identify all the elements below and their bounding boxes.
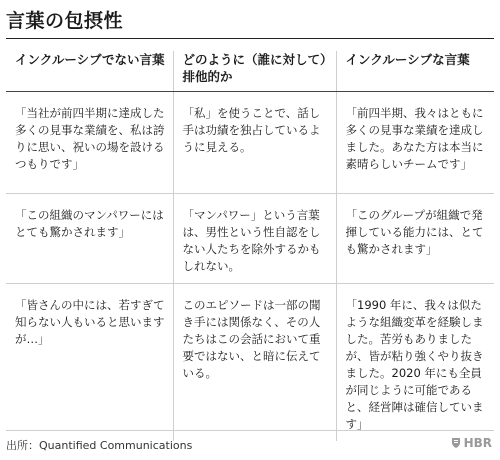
source-note: 出所：Quantified Communications xyxy=(6,439,193,452)
table-cell: 「マンパワー」という言葉は、男性という性自認をしない人たちを除外するかもしれない。 xyxy=(173,194,336,284)
hbr-shield-icon xyxy=(451,437,461,449)
column-header-inclusive: インクルーシブな言葉 xyxy=(336,51,494,92)
hbr-logo xyxy=(451,436,492,450)
comparison-table xyxy=(6,51,494,441)
column-header-how-exclusive: どのように（誰に対して）排他的か xyxy=(173,51,336,92)
table-cell: 「このグループが組織で発揮している能力には、とても驚かされます」 xyxy=(336,194,494,284)
page-title: 言葉の包摂性 xyxy=(6,10,124,32)
table-cell: 「この組織のマンパワーにはとても驚かされます」 xyxy=(6,194,173,284)
table-cell: 「私」を使うことで、話し手は功績を独占しているように見える。 xyxy=(173,92,336,194)
table-cell: このエピソードは一部の聞き手には関係なく、その人たちはこの会話において重要ではない、と暗に伝えている。 xyxy=(173,284,336,442)
table-row xyxy=(6,284,494,442)
table-header-row xyxy=(6,51,494,92)
footer-divider xyxy=(6,430,494,431)
table-cell: 「前四半期、我々はともに多くの見事な業績を達成しました。あなた方は本当に素晴らしいチームです」 xyxy=(336,92,494,194)
table-cell: 「皆さんの中には、若すぎて知らない人もいると思いますが…」 xyxy=(15,298,165,346)
table-cell: 「当社が前四半期に達成した多くの見事な業績を、私は誇りに思い、祝いの場を設けるつもりです」 xyxy=(6,92,173,194)
table-cell: 「1990 年に、我々は似たような組織変革を経験しました。苦労もありましたが、皆が粘り強くやり抜きました。2020 年にも全員が同じように可能であると、経営陣は確信しています」 xyxy=(336,284,494,442)
table-row xyxy=(6,194,494,284)
table-row xyxy=(6,92,494,194)
hbr-logo-text: HBR xyxy=(463,436,492,450)
title-divider xyxy=(6,38,494,39)
column-header-non-inclusive: インクルーシブでない言葉 xyxy=(6,51,173,92)
